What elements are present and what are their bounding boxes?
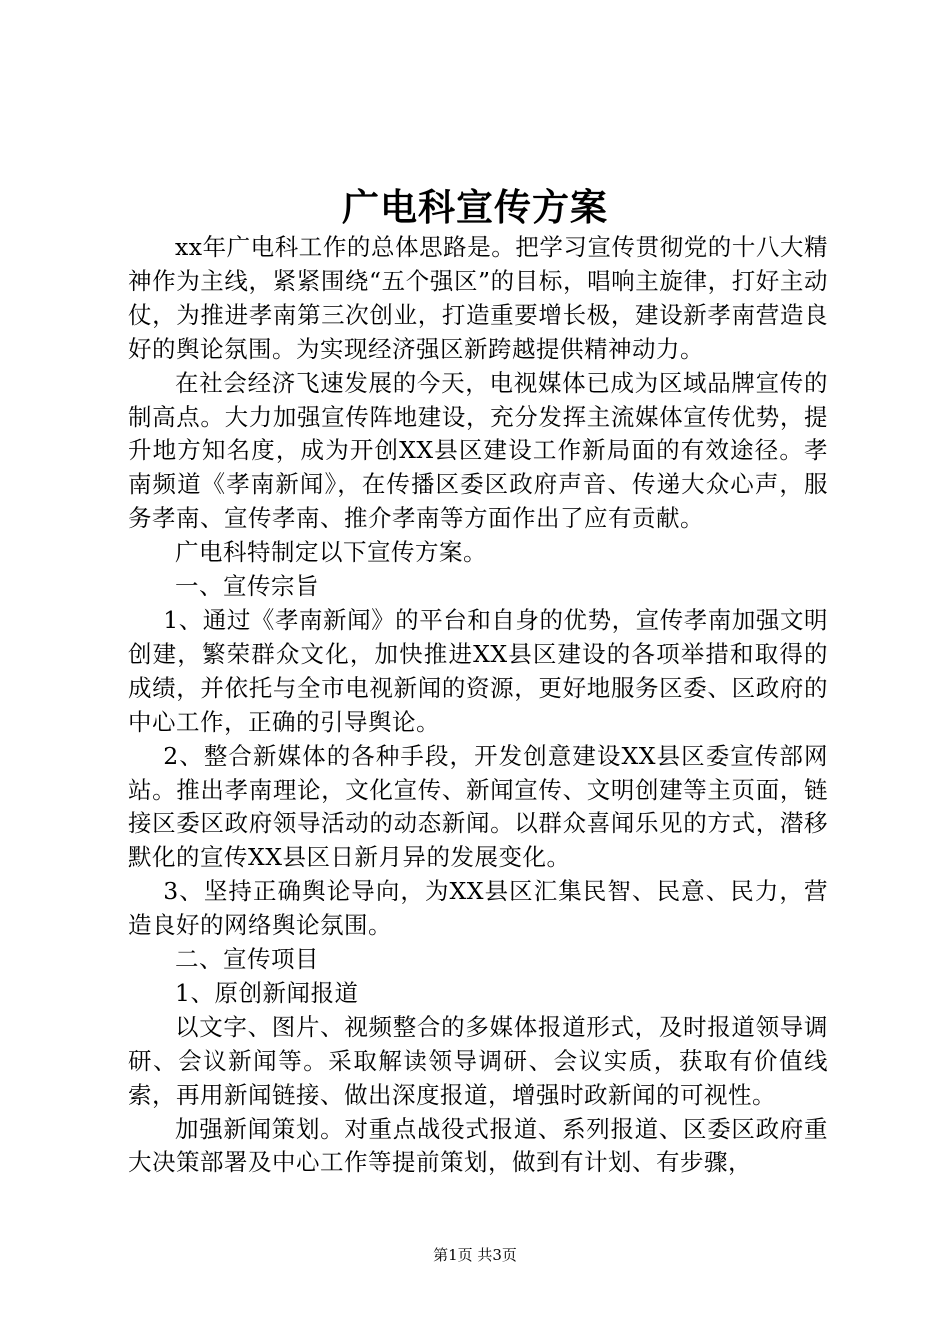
paragraph: 广电科特制定以下宣传方案。 bbox=[175, 538, 487, 567]
page-footer: 第1页 共3页 bbox=[433, 1246, 517, 1264]
document-body bbox=[128, 231, 828, 1180]
paragraph: xx年广电科工作的总体思路是。把学习宣传贯彻党的十八大精神作为主线，紧紧围绕“五个强区”的目标，唱响主旋律，打好主动仗，为推进孝南第三次创业，打造重要增长极，建设新孝南营造良好的舆论氛围。为实现经济强区新跨越提供精神动力。 bbox=[128, 233, 828, 363]
paragraph: 3、坚持正确舆论导向，为XX县区汇集民智、民意、民力，营造良好的网络舆论氛围。 bbox=[128, 877, 828, 940]
document-title: 广电科宣传方案 bbox=[342, 185, 608, 229]
paragraph: 2、整合新媒体的各种手段，开发创意建设XX县区委宣传部网站。推出孝南理论，文化宣传、新闻宣传、文明创建等主页面，链接区委区政府领导活动的动态新闻。以群众喜闻乐见的方式，潜移默化的宣传XX县区日新月异的发展变化。 bbox=[128, 741, 828, 872]
section-heading: 一、宣传宗旨 bbox=[175, 572, 319, 601]
subsection-heading: 1、原创新闻报道 bbox=[175, 978, 359, 1007]
paragraph: 在社会经济飞速发展的今天，电视媒体已成为区域品牌宣传的制高点。大力加强宣传阵地建设，充分发挥主流媒体宣传优势，提升地方知名度，成为开创XX县区建设工作新局面的有效途径。孝南频道《孝南新闻》，在传播区委区政府声音、传递大众心声，服务孝南、宣传孝南、推介孝南等方面作出了应有贡献。 bbox=[128, 368, 828, 533]
paragraph: 加强新闻策划。对重点战役式报道、系列报道、区委区政府重大决策部署及中心工作等提前策划，做到有计划、有步骤， bbox=[128, 1114, 828, 1177]
paragraph: 1、通过《孝南新闻》的平台和自身的优势，宣传孝南加强文明创建，繁荣群众文化，加快推进XX县区建设的各项举措和取得的成绩，并依托与全市电视新闻的资源，更好地服务区委、区政府的中心工作，正确的引导舆论。 bbox=[128, 605, 828, 736]
section-heading: 二、宣传项目 bbox=[175, 945, 319, 974]
paragraph: 以文字、图片、视频整合的多媒体报道形式，及时报道领导调研、会议新闻等。采取解读领导调研、会议实质，获取有价值线索，再用新闻链接、做出深度报道，增强时政新闻的可视性。 bbox=[128, 1012, 828, 1109]
